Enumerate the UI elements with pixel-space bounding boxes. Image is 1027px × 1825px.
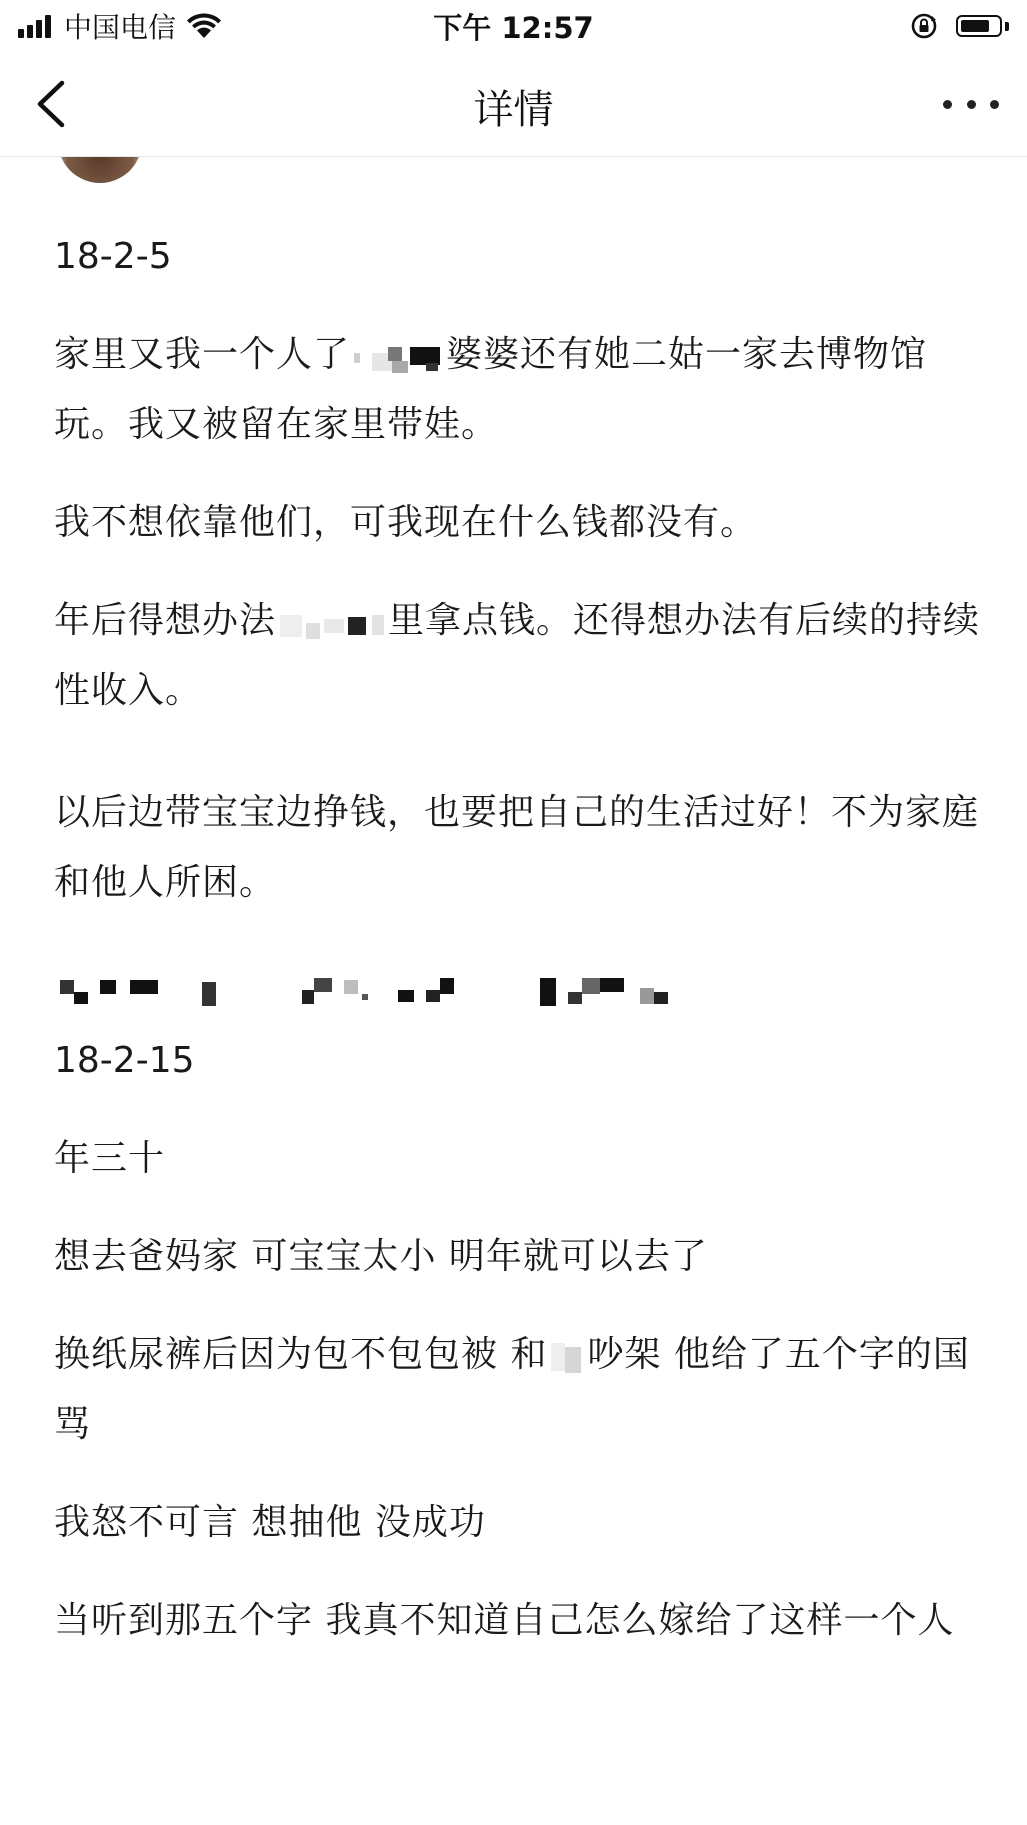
paragraph: 我怒不可言 想抽他 没成功 bbox=[54, 1502, 486, 1543]
more-options-icon[interactable] bbox=[943, 90, 999, 118]
paragraph: 以后边带宝宝边挣钱，也要把自己的生活过好！不为家庭和他人所困。 bbox=[54, 792, 980, 903]
redaction-mosaic bbox=[276, 605, 388, 639]
post-content bbox=[54, 222, 984, 1656]
status-time: 下午 12:57 bbox=[433, 11, 594, 45]
nav-bar bbox=[0, 52, 1027, 157]
carrier-name: 中国电信 bbox=[64, 11, 177, 44]
paragraph-text: 里拿点钱。还得想办法有后续的持续性收入。 bbox=[54, 600, 981, 711]
paragraph-text: 家里又我一个人了 bbox=[54, 334, 351, 375]
battery-icon bbox=[956, 15, 1002, 37]
redaction-mosaic bbox=[547, 1339, 587, 1373]
paragraph bbox=[54, 1320, 984, 1460]
battery-fill bbox=[961, 20, 989, 32]
redacted-line bbox=[54, 946, 984, 1026]
paragraph: 当听到那五个字 我真不知道自己怎么嫁给了这样一个人 bbox=[54, 1600, 955, 1641]
avatar[interactable] bbox=[58, 157, 142, 183]
paragraph-text: 吵架 他给了五个字的国骂 bbox=[54, 1334, 970, 1445]
redaction-mosaic bbox=[350, 339, 446, 373]
entry-date: 18-2-15 bbox=[54, 1040, 195, 1081]
paragraph-text: 婆婆还有她二姑一家去博物馆玩。我又被留在家里带娃。 bbox=[54, 334, 928, 445]
page-title: 详情 bbox=[473, 87, 554, 133]
paragraph bbox=[54, 586, 984, 726]
post-header-partial bbox=[0, 157, 1027, 187]
paragraph-text: 年后得想办法 bbox=[54, 600, 277, 641]
paragraph: 年三十 bbox=[54, 1138, 166, 1179]
battery-tip bbox=[1005, 22, 1009, 31]
status-right bbox=[910, 8, 1009, 44]
status-bar bbox=[0, 0, 1027, 52]
rotation-lock-icon bbox=[910, 12, 938, 40]
paragraph bbox=[54, 320, 984, 460]
entry-date: 18-2-5 bbox=[54, 236, 172, 277]
paragraph-text: 换纸尿裤后因为包不包包被 和 bbox=[54, 1334, 548, 1375]
paragraph: 我不想依靠他们，可我现在什么钱都没有。 bbox=[54, 502, 758, 543]
paragraph: 想去爸妈家 可宝宝太小 明年就可以去了 bbox=[54, 1236, 708, 1277]
